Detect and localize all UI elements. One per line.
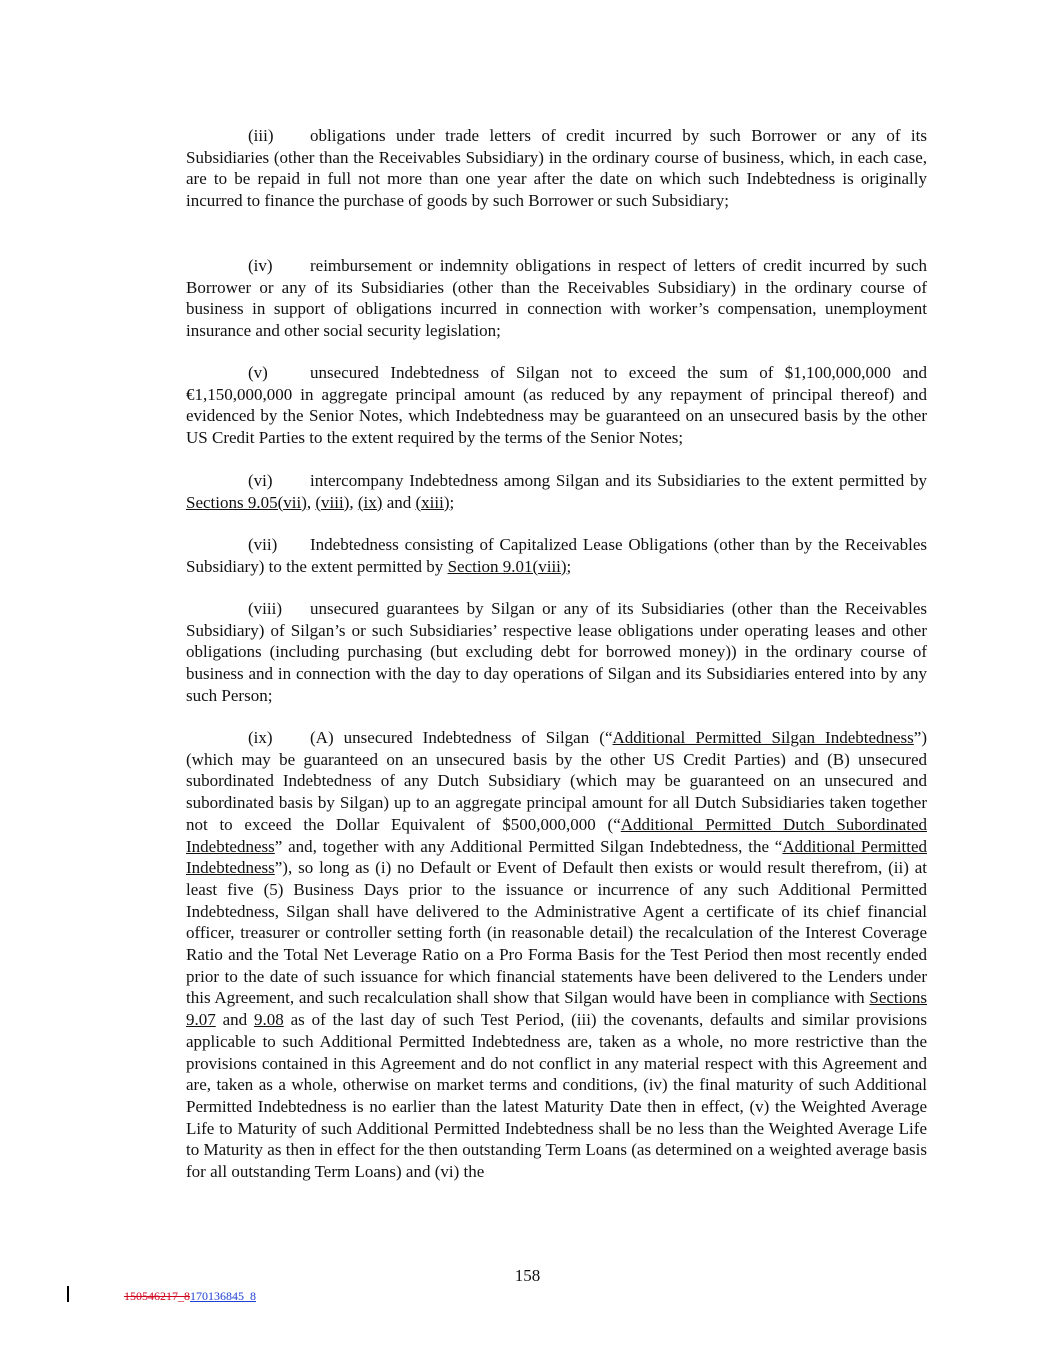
separator: ; [449,492,455,512]
clause-text: unsecured guarantees by Silgan or any of its Subsidiaries (other than the Receivables Subsidiary) of Silgan’s or such Subsidiaries’ respective lease obligations under operating leases and other obligations (including purchasing (but excluding debt for borrowed money)) in the ordinary course of business and in connection with the day to day operations of Silgan and its Subsidiaries entered into by any such Person; [186,599,927,705]
clause-text: as of the last day of such Test Period, (iii) the covenants, defaults and similar provisions applicable to such Additional Permitted Indebtedness are, taken as a whole, no more restrictive than the provisions contained in this Agreement and do not conflict in any material respect with this Agreement and are, taken as a whole, otherwise on market terms and conditions, (iv) the final maturity of such Additional Permitted Indebtedness is no earlier than the latest Maturity Date then in effect, (v) the Weighted Average Life to Maturity of such Additional Permitted Indebtedness shall be no less than the Weighted Average Life to Maturity as then in effect for the then outstanding Term Loans (as determined on a weighted average basis for all outstanding Term Loans) and (vi) the [186,1010,928,1182]
section-reference: Sections 9.07 [186,988,927,1030]
defined-term: Additional Permitted Silgan Indebtedness [612,728,914,747]
clause-text: reimbursement or indemnity obligations in respect of letters of credit incurred by such Borrower or any of its Subsidiaries (other than the Receivables Subsidiary) in the ordinary course of business in support of obligations incurred in connection with worker’s compensation, unemployment insurance and other social security legislation; [186,256,927,341]
clause-vii [186,534,927,577]
clause-number: (vi) [248,471,273,490]
clause-number: (iv) [248,256,273,275]
clause-text: Indebtedness consisting of Capitalized Lease Obligations (other than by the Receivables Subsidiary) to the extent permitted by [186,535,927,576]
inserted-document-id: 170136845_8 [190,1289,256,1303]
clause-number: (viii) [248,599,282,618]
clause-text: unsecured Indebtedness of Silgan not to exceed the sum of $1,100,000,000 and €1,150,000,000 in aggregate principal amount (as reduced by any repayment of principal thereof) and evidenced by the Senior Notes, which Indebtedness may be guaranteed on an unsecured basis by the other US Credit Parties to the extent required by the terms of the Senior Notes; [186,363,927,448]
section-reference: Sections 9.05(vii) [186,492,307,512]
clause-iv [186,255,927,342]
clause-number: (vii) [248,535,278,554]
defined-term: Additional Permitted Indebtedness [186,836,927,878]
clause-viii [186,598,927,707]
page-number: 158 [514,1266,541,1285]
section-reference: (viii) [315,492,350,512]
separator: , [306,492,316,512]
clause-text: obligations under trade letters of credit incurred by such Borrower or any of its Subsidiaries (other than the Receivables Subsidiary) in the ordinary course of business, which, in each case, are to be repaid in full not more than one year after the date on which such Indebtedness is originally incurred to finance the purchase of goods by such Borrower or such Subsidiary; [186,126,927,211]
clause-number: (iii) [248,126,274,145]
section-reference: 9.08 [253,1010,284,1030]
clause-text: ”), so long as (i) no Default or Event of Default then exists or would result therefrom, (ii) at least five (5) Business Days prior to the issuance or incurrence of any such Additional Permitted Indebtedness, Silgan shall have delivered to the Administrative Agent a certificate of its chief financial officer, treasurer or controller setting forth (in reasonable detail) the recalculation of the Interest Coverage Ratio and the Total Net Leverage Ratio on a Pro Forma Basis for the Test Period then most recently ended prior to the date of such issuance for which financial statements have been delivered to the Lenders under this Agreement, and such recalculation shall show that Silgan would have been in compliance with [186,858,927,1008]
separator: ; [566,556,572,576]
clause-number: (ix) [248,728,273,747]
clause-v [186,362,927,449]
clause-vi [186,470,927,513]
separator: , [349,492,358,512]
defined-term: Additional Permitted Dutch Subordinated Indebtedness [186,814,927,856]
clause-ix [186,727,927,1183]
clause-text: ”) (which may be guaranteed on an unsecured basis by the other US Credit Parties) and (B) unsecured subordinated Indebtedness of any Dutch Subsidiary (which may be guaranteed on an unsecured and subordinated basis by Silgan) up to an aggregate principal amount for all Dutch Subsidiaries taken together not to exceed the Dollar Equivalent of $500,000,000 (“ [186,728,928,834]
clause-iii [186,125,927,212]
deleted-document-id: 150546217_8 [124,1289,190,1303]
document-id [124,1289,256,1304]
section-reference: (xiii) [415,492,450,512]
change-bar [67,1286,69,1302]
clause-text: ” and, together with any Additional Permitted Silgan Indebtedness, the “ [274,836,783,856]
section-reference: (ix) [357,492,383,512]
clause-text: (A) unsecured Indebtedness of Silgan (“ [310,728,613,747]
section-reference: Section 9.01(viii) [447,556,567,576]
clause-text: intercompany Indebtedness among Silgan and its Subsidiaries to the extent permitted by [310,471,927,490]
separator: and [382,492,416,512]
clause-text: and [215,1010,254,1030]
clause-number: (v) [248,363,268,382]
